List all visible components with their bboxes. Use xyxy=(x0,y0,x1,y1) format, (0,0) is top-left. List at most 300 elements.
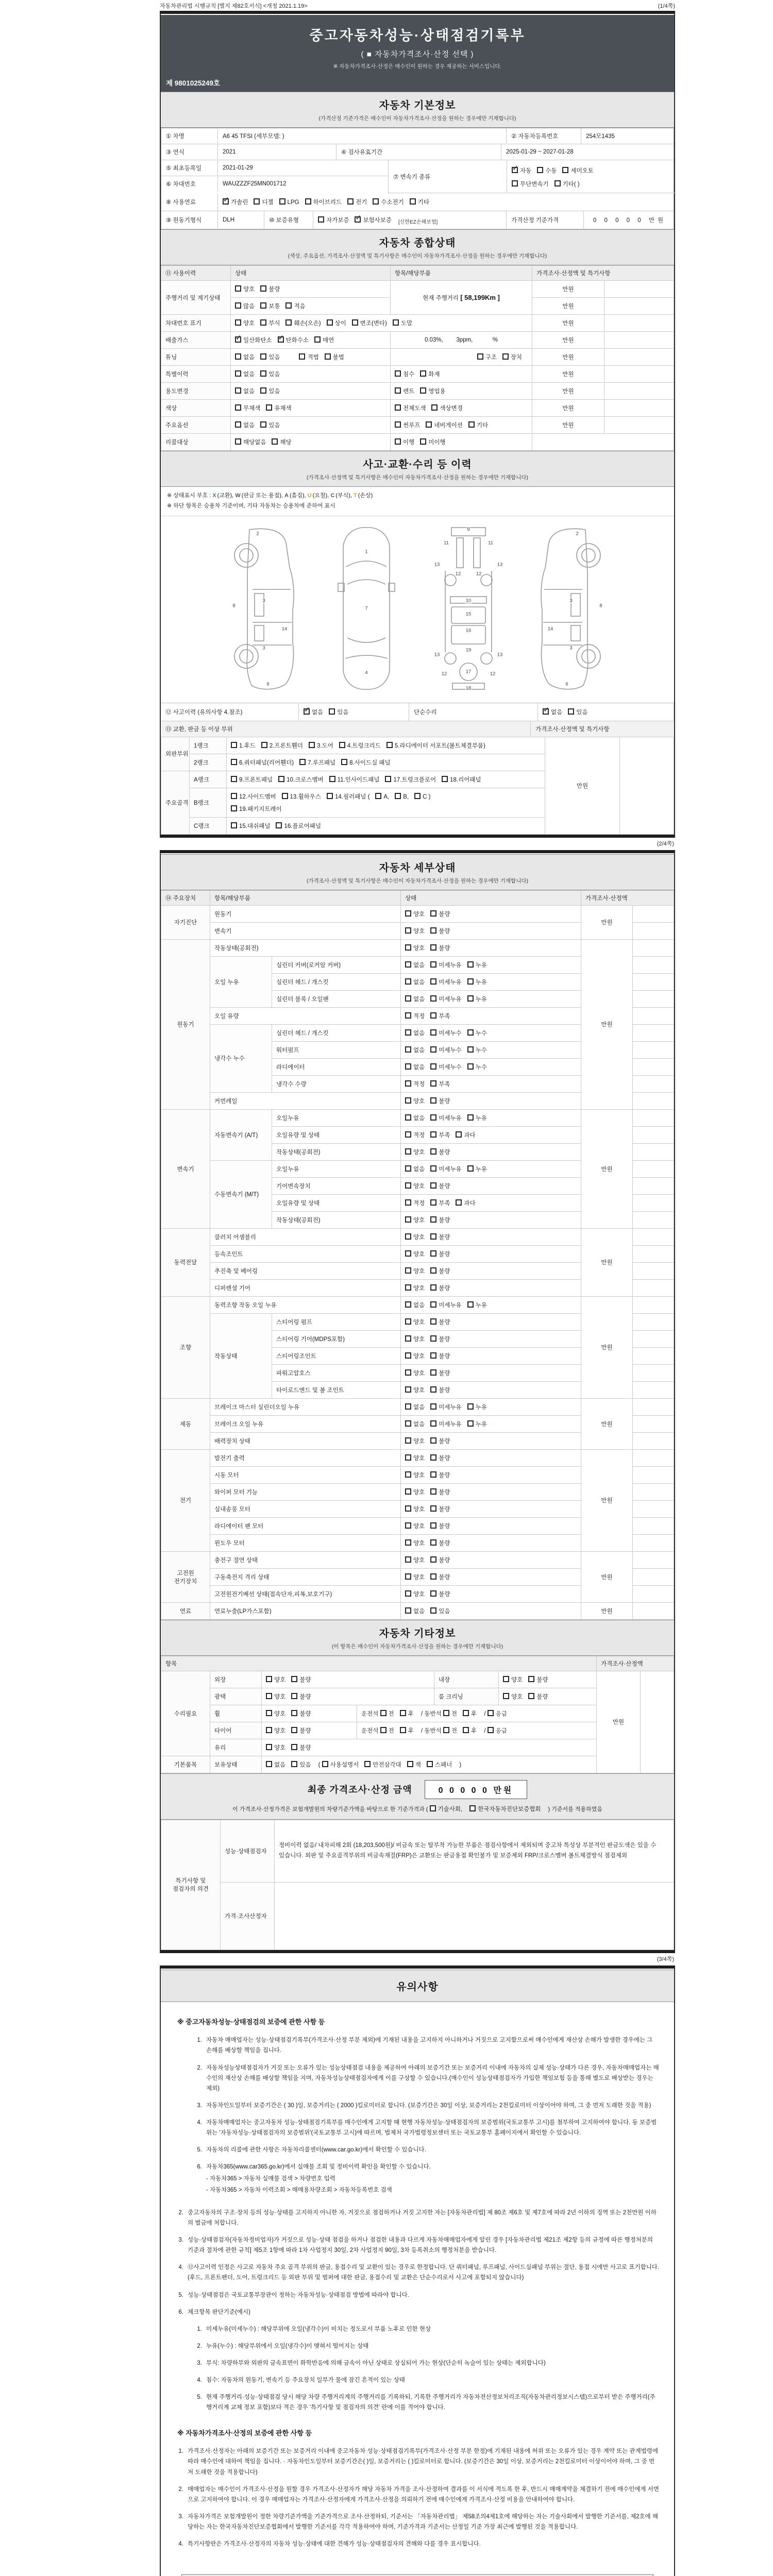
checkbox-icon[interactable] xyxy=(347,198,354,205)
checkbox-icon[interactable] xyxy=(430,1488,436,1495)
checkbox-option[interactable] xyxy=(467,961,487,969)
checkbox-icon[interactable] xyxy=(405,1335,411,1342)
checkbox-icon[interactable] xyxy=(456,1199,462,1206)
checkbox-option[interactable] xyxy=(341,758,390,767)
checkbox-icon[interactable] xyxy=(276,822,282,828)
checkbox-icon[interactable] xyxy=(430,1607,436,1614)
checkbox-icon[interactable] xyxy=(395,421,401,428)
checkbox-icon[interactable] xyxy=(405,1250,411,1257)
checkbox-option[interactable] xyxy=(427,1760,452,1769)
checkbox-option[interactable] xyxy=(395,370,414,378)
checkbox-icon[interactable] xyxy=(407,1761,413,1767)
checkbox-icon[interactable] xyxy=(463,1727,469,1733)
checkbox-option[interactable] xyxy=(309,741,333,750)
note-cell[interactable] xyxy=(633,956,674,973)
checkbox-option[interactable] xyxy=(235,438,266,446)
checkbox-option[interactable] xyxy=(562,166,593,175)
checkbox-icon[interactable] xyxy=(266,1693,272,1699)
checkbox-option[interactable] xyxy=(235,387,255,395)
checkbox-option[interactable] xyxy=(463,1709,477,1718)
checkbox-option[interactable] xyxy=(405,1182,425,1190)
checkbox-checked-icon[interactable] xyxy=(278,336,284,343)
checkbox-option[interactable] xyxy=(430,1573,450,1581)
checkbox-icon[interactable] xyxy=(430,1454,436,1461)
checkbox-option[interactable] xyxy=(405,1012,425,1020)
checkbox-option[interactable] xyxy=(235,302,255,310)
checkbox-option[interactable] xyxy=(528,1675,548,1684)
note-cell[interactable] xyxy=(633,1466,674,1483)
checkbox-icon[interactable] xyxy=(400,1727,406,1733)
checkbox-option[interactable] xyxy=(231,758,294,767)
checkbox-option[interactable] xyxy=(405,910,425,918)
checkbox-option[interactable] xyxy=(405,978,425,986)
checkbox-icon[interactable] xyxy=(405,1505,411,1512)
checkbox-option[interactable] xyxy=(502,353,522,361)
checkbox-icon[interactable] xyxy=(260,370,266,377)
checkbox-icon[interactable] xyxy=(380,1727,386,1733)
checkbox-icon[interactable] xyxy=(430,1114,436,1121)
checkbox-checked-icon[interactable] xyxy=(512,167,518,173)
checkbox-icon[interactable] xyxy=(467,1046,474,1053)
checkbox-icon[interactable] xyxy=(405,1097,411,1104)
checkbox-icon[interactable] xyxy=(405,1063,411,1070)
checkbox-option[interactable] xyxy=(405,1046,425,1054)
note-cell[interactable] xyxy=(633,1364,674,1381)
checkbox-option[interactable] xyxy=(456,1199,475,1207)
checkbox-option[interactable] xyxy=(266,1675,285,1684)
checkbox-icon[interactable] xyxy=(405,1148,411,1155)
checkbox-icon[interactable] xyxy=(430,1182,436,1189)
checkbox-option[interactable] xyxy=(405,1539,425,1547)
checkbox-icon[interactable] xyxy=(291,1693,297,1699)
checkbox-option[interactable] xyxy=(223,198,248,206)
checkbox-option[interactable] xyxy=(420,370,440,378)
checkbox-option[interactable] xyxy=(405,1301,425,1309)
checkbox-icon[interactable] xyxy=(405,1029,411,1036)
checkbox-option[interactable] xyxy=(420,438,445,446)
checkbox-icon[interactable] xyxy=(420,438,426,445)
checkbox-icon[interactable] xyxy=(405,1386,411,1393)
checkbox-icon[interactable] xyxy=(282,793,288,799)
checkbox-icon[interactable] xyxy=(305,198,311,205)
checkbox-option[interactable] xyxy=(314,336,334,344)
checkbox-option[interactable] xyxy=(235,404,260,412)
checkbox-icon[interactable] xyxy=(266,1761,272,1767)
checkbox-option[interactable] xyxy=(231,775,273,784)
checkbox-option[interactable] xyxy=(430,1488,450,1496)
checkbox-icon[interactable] xyxy=(430,1590,436,1597)
checkbox-icon[interactable] xyxy=(430,1539,436,1546)
note-cell[interactable] xyxy=(604,349,674,366)
checkbox-icon[interactable] xyxy=(430,1403,436,1410)
checkbox-option[interactable] xyxy=(405,944,425,952)
checkbox-icon[interactable] xyxy=(430,1165,436,1172)
checkbox-option[interactable] xyxy=(430,1080,450,1088)
checkbox-icon[interactable] xyxy=(373,198,379,205)
checkbox-icon[interactable] xyxy=(364,1761,371,1767)
checkbox-icon[interactable] xyxy=(266,1710,272,1716)
checkbox-option[interactable] xyxy=(405,1029,425,1037)
checkbox-option[interactable] xyxy=(405,1199,425,1207)
checkbox-icon[interactable] xyxy=(488,1727,494,1733)
checkbox-icon[interactable] xyxy=(405,1590,411,1597)
checkbox-option[interactable] xyxy=(405,1335,425,1343)
checkbox-option[interactable] xyxy=(405,1216,425,1224)
note-cell[interactable] xyxy=(633,1296,674,1313)
checkbox-icon[interactable] xyxy=(254,198,260,205)
checkbox-icon[interactable] xyxy=(405,1573,411,1580)
checkbox-icon[interactable] xyxy=(380,1710,386,1716)
checkbox-icon[interactable] xyxy=(430,1369,436,1376)
checkbox-icon[interactable] xyxy=(430,1386,436,1393)
checkbox-icon[interactable] xyxy=(467,1114,474,1121)
checkbox-option[interactable] xyxy=(266,1709,285,1718)
checkbox-option[interactable] xyxy=(266,1726,285,1735)
checkbox-icon[interactable] xyxy=(405,1216,411,1223)
checkbox-icon[interactable] xyxy=(352,319,358,326)
checkbox-icon[interactable] xyxy=(420,387,426,394)
checkbox-option[interactable] xyxy=(339,741,381,750)
checkbox-icon[interactable] xyxy=(430,1471,436,1478)
checkbox-option[interactable] xyxy=(385,775,436,784)
checkbox-icon[interactable] xyxy=(400,1710,406,1716)
checkbox-option[interactable] xyxy=(405,961,425,969)
checkbox-option[interactable] xyxy=(430,1607,450,1615)
checkbox-option[interactable] xyxy=(405,1165,425,1173)
note-cell[interactable] xyxy=(633,1415,674,1432)
note-cell[interactable] xyxy=(604,366,674,383)
checkbox-icon[interactable] xyxy=(285,302,292,309)
checkbox-icon[interactable] xyxy=(467,995,474,1002)
note-cell[interactable] xyxy=(633,1262,674,1279)
checkbox-icon[interactable] xyxy=(405,1233,411,1240)
checkbox-icon[interactable] xyxy=(405,1165,411,1172)
checkbox-option[interactable] xyxy=(410,198,429,206)
checkbox-option[interactable] xyxy=(430,1318,450,1326)
note-cell[interactable] xyxy=(633,1602,674,1619)
checkbox-option[interactable] xyxy=(430,1471,450,1479)
checkbox-option[interactable] xyxy=(430,1046,461,1054)
checkbox-option[interactable] xyxy=(282,792,321,801)
checkbox-option[interactable] xyxy=(443,1709,457,1718)
checkbox-option[interactable] xyxy=(431,404,462,412)
checkbox-icon[interactable] xyxy=(430,1267,436,1274)
checkbox-icon[interactable] xyxy=(266,1744,272,1750)
checkbox-icon[interactable] xyxy=(266,404,272,411)
checkbox-option[interactable] xyxy=(272,438,291,446)
checkbox-option[interactable] xyxy=(488,1726,507,1735)
note-cell[interactable] xyxy=(633,1092,674,1109)
checkbox-option[interactable] xyxy=(430,1403,461,1411)
checkbox-icon[interactable] xyxy=(260,319,266,326)
rank-note-cell[interactable] xyxy=(620,737,674,834)
checkbox-icon[interactable] xyxy=(568,708,574,715)
checkbox-icon[interactable] xyxy=(405,1012,411,1019)
note-cell[interactable] xyxy=(633,1194,674,1211)
checkbox-option[interactable] xyxy=(305,198,342,206)
checkbox-option[interactable] xyxy=(279,198,299,206)
checkbox-option[interactable] xyxy=(260,421,280,429)
checkbox-icon[interactable] xyxy=(469,1805,476,1811)
checkbox-option[interactable] xyxy=(467,995,487,1003)
checkbox-icon[interactable] xyxy=(395,793,401,799)
checkbox-icon[interactable] xyxy=(231,822,237,828)
checkbox-icon[interactable] xyxy=(278,776,284,782)
checkbox-icon[interactable] xyxy=(325,353,331,360)
checkbox-option[interactable] xyxy=(405,1114,425,1122)
checkbox-icon[interactable] xyxy=(528,1676,534,1682)
checkbox-icon[interactable] xyxy=(537,167,543,173)
checkbox-option[interactable] xyxy=(231,805,282,813)
checkbox-option[interactable] xyxy=(266,1743,285,1752)
checkbox-option[interactable] xyxy=(260,370,280,378)
checkbox-option[interactable] xyxy=(405,1607,425,1615)
checkbox-option[interactable] xyxy=(414,793,430,800)
note-cell[interactable] xyxy=(633,1313,674,1330)
checkbox-option[interactable] xyxy=(355,216,392,224)
checkbox-option[interactable] xyxy=(467,978,487,986)
checkbox-icon[interactable] xyxy=(235,302,241,309)
checkbox-option[interactable] xyxy=(254,198,273,206)
checkbox-icon[interactable] xyxy=(405,995,411,1002)
checkbox-option[interactable] xyxy=(430,1805,463,1813)
checkbox-icon[interactable] xyxy=(405,910,411,917)
note-cell[interactable] xyxy=(633,1500,674,1517)
checkbox-icon[interactable] xyxy=(231,759,237,765)
checkbox-icon[interactable] xyxy=(431,404,438,411)
checkbox-icon[interactable] xyxy=(235,285,241,292)
checkbox-option[interactable] xyxy=(405,1148,425,1156)
note-cell[interactable] xyxy=(604,298,674,315)
checkbox-option[interactable] xyxy=(430,1505,450,1513)
checkbox-icon[interactable] xyxy=(329,776,335,782)
checkbox-option[interactable] xyxy=(503,1692,523,1701)
checkbox-option[interactable] xyxy=(430,1199,450,1207)
checkbox-icon[interactable] xyxy=(309,742,315,748)
checkbox-icon[interactable] xyxy=(430,1029,436,1036)
checkbox-option[interactable] xyxy=(430,1522,450,1530)
checkbox-option[interactable] xyxy=(329,708,348,716)
checkbox-option[interactable] xyxy=(405,1573,425,1581)
note-cell[interactable] xyxy=(633,1347,674,1364)
checkbox-option[interactable] xyxy=(261,741,303,750)
checkbox-checked-icon[interactable] xyxy=(235,336,241,343)
checkbox-option[interactable] xyxy=(291,1675,311,1684)
note-cell[interactable] xyxy=(633,1177,674,1194)
checkbox-icon[interactable] xyxy=(279,198,285,205)
checkbox-icon[interactable] xyxy=(456,1131,462,1138)
checkbox-option[interactable] xyxy=(285,302,305,310)
checkbox-option[interactable] xyxy=(299,758,335,767)
checkbox-icon[interactable] xyxy=(385,776,391,782)
checkbox-option[interactable] xyxy=(467,1165,487,1173)
checkbox-icon[interactable] xyxy=(405,1318,411,1325)
checkbox-option[interactable] xyxy=(235,421,255,429)
checkbox-icon[interactable] xyxy=(467,1063,474,1070)
checkbox-icon[interactable] xyxy=(405,1199,411,1206)
checkbox-icon[interactable] xyxy=(503,1693,509,1699)
checkbox-option[interactable] xyxy=(430,1250,450,1258)
checkbox-icon[interactable] xyxy=(405,944,411,951)
checkbox-option[interactable] xyxy=(467,1063,487,1071)
checkbox-option[interactable] xyxy=(430,1165,461,1173)
checkbox-icon[interactable] xyxy=(442,776,448,782)
checkbox-icon[interactable] xyxy=(260,353,266,360)
note-cell[interactable] xyxy=(633,1007,674,1024)
checkbox-option[interactable] xyxy=(430,1454,450,1462)
note-cell[interactable] xyxy=(633,990,674,1007)
appraiser-opinion-text[interactable] xyxy=(275,1882,674,1950)
checkbox-option[interactable] xyxy=(430,1420,461,1428)
checkbox-icon[interactable] xyxy=(420,370,426,377)
checkbox-icon[interactable] xyxy=(291,1710,297,1716)
checkbox-option[interactable] xyxy=(426,421,463,429)
checkbox-icon[interactable] xyxy=(430,1437,436,1444)
checkbox-option[interactable] xyxy=(430,944,450,952)
checkbox-option[interactable] xyxy=(327,319,346,327)
checkbox-icon[interactable] xyxy=(405,1454,411,1461)
checkbox-option[interactable] xyxy=(405,1556,425,1564)
checkbox-checked-icon[interactable] xyxy=(223,198,229,205)
checkbox-option[interactable] xyxy=(405,1097,425,1105)
checkbox-icon[interactable] xyxy=(405,1080,411,1087)
checkbox-option[interactable] xyxy=(266,1760,285,1769)
checkbox-icon[interactable] xyxy=(235,370,241,377)
checkbox-icon[interactable] xyxy=(430,995,436,1002)
checkbox-icon[interactable] xyxy=(266,1727,272,1733)
checkbox-option[interactable] xyxy=(322,1760,359,1769)
checkbox-icon[interactable] xyxy=(272,438,278,445)
checkbox-option[interactable] xyxy=(405,1063,425,1071)
note-cell[interactable] xyxy=(633,1126,674,1143)
checkbox-option[interactable] xyxy=(395,404,426,412)
checkbox-icon[interactable] xyxy=(405,1352,411,1359)
checkbox-icon[interactable] xyxy=(260,387,266,394)
checkbox-icon[interactable] xyxy=(405,1182,411,1189)
checkbox-icon[interactable] xyxy=(405,1267,411,1274)
checkbox-option[interactable] xyxy=(260,302,280,310)
checkbox-option[interactable] xyxy=(278,336,309,344)
checkbox-icon[interactable] xyxy=(562,167,568,173)
checkbox-option[interactable] xyxy=(235,319,255,327)
checkbox-option[interactable] xyxy=(405,1386,425,1394)
checkbox-icon[interactable] xyxy=(299,759,306,765)
checkbox-option[interactable] xyxy=(291,1692,311,1701)
checkbox-option[interactable] xyxy=(477,353,497,361)
checkbox-option[interactable] xyxy=(430,1267,450,1275)
checkbox-option[interactable] xyxy=(430,1386,450,1394)
checkbox-option[interactable] xyxy=(405,1318,425,1326)
checkbox-icon[interactable] xyxy=(410,198,416,205)
checkbox-option[interactable] xyxy=(554,180,580,188)
checkbox-icon[interactable] xyxy=(467,978,474,985)
checkbox-option[interactable] xyxy=(400,1726,414,1735)
checkbox-option[interactable] xyxy=(405,1284,425,1292)
checkbox-icon[interactable] xyxy=(405,1471,411,1478)
checkbox-icon[interactable] xyxy=(430,1250,436,1257)
checkbox-icon[interactable] xyxy=(430,1573,436,1580)
checkbox-icon[interactable] xyxy=(503,1676,509,1682)
checkbox-option[interactable] xyxy=(405,995,425,1003)
checkbox-icon[interactable] xyxy=(314,336,321,343)
other-note-cell[interactable] xyxy=(641,1671,674,1773)
checkbox-icon[interactable] xyxy=(405,978,411,985)
note-cell[interactable] xyxy=(633,1568,674,1585)
checkbox-icon[interactable] xyxy=(405,1437,411,1444)
checkbox-option[interactable] xyxy=(430,1114,461,1122)
note-cell[interactable] xyxy=(633,1041,674,1058)
note-cell[interactable] xyxy=(604,400,674,417)
checkbox-option[interactable] xyxy=(430,1369,450,1377)
checkbox-icon[interactable] xyxy=(291,1744,297,1750)
checkbox-option[interactable] xyxy=(380,1709,394,1718)
checkbox-icon[interactable] xyxy=(318,216,324,223)
checkbox-icon[interactable] xyxy=(430,1046,436,1053)
checkbox-icon[interactable] xyxy=(430,961,436,968)
checkbox-icon[interactable] xyxy=(430,1352,436,1359)
checkbox-icon[interactable] xyxy=(430,1131,436,1138)
checkbox-icon[interactable] xyxy=(405,961,411,968)
checkbox-option[interactable] xyxy=(488,1709,507,1718)
checkbox-option[interactable] xyxy=(291,1743,311,1752)
checkbox-icon[interactable] xyxy=(430,1420,436,1427)
checkbox-option[interactable] xyxy=(285,319,321,327)
checkbox-option[interactable] xyxy=(380,1726,394,1735)
checkbox-option[interactable] xyxy=(393,319,412,327)
checkbox-option[interactable] xyxy=(318,216,349,224)
note-cell[interactable] xyxy=(633,939,674,956)
checkbox-option[interactable] xyxy=(299,353,318,361)
checkbox-icon[interactable] xyxy=(405,1539,411,1546)
checkbox-option[interactable] xyxy=(467,1114,487,1122)
checkbox-icon[interactable] xyxy=(430,1216,436,1223)
checkbox-icon[interactable] xyxy=(426,421,432,428)
note-cell[interactable] xyxy=(604,332,674,349)
checkbox-option[interactable] xyxy=(395,421,420,429)
checkbox-option[interactable] xyxy=(373,198,404,206)
checkbox-option[interactable] xyxy=(467,1403,487,1411)
checkbox-icon[interactable] xyxy=(430,1805,436,1811)
checkbox-option[interactable] xyxy=(420,387,445,395)
checkbox-icon[interactable] xyxy=(405,1420,411,1427)
checkbox-option[interactable] xyxy=(528,1692,548,1701)
checkbox-option[interactable] xyxy=(430,1097,450,1105)
checkbox-icon[interactable] xyxy=(443,1710,449,1716)
checkbox-icon[interactable] xyxy=(405,1607,411,1614)
checkbox-icon[interactable] xyxy=(231,742,237,748)
checkbox-icon[interactable] xyxy=(488,1710,494,1716)
checkbox-option[interactable] xyxy=(405,1131,425,1139)
checkbox-option[interactable] xyxy=(568,708,587,716)
checkbox-option[interactable] xyxy=(347,198,367,206)
checkbox-option[interactable] xyxy=(260,285,280,293)
checkbox-icon[interactable] xyxy=(430,1012,436,1019)
checkbox-icon[interactable] xyxy=(260,421,266,428)
checkbox-option[interactable] xyxy=(405,1454,425,1462)
checkbox-option[interactable] xyxy=(386,741,485,750)
checkbox-option[interactable] xyxy=(430,1131,450,1139)
note-cell[interactable] xyxy=(633,1160,674,1177)
checkbox-option[interactable] xyxy=(543,708,562,716)
note-cell[interactable] xyxy=(633,1534,674,1551)
checkbox-option[interactable] xyxy=(276,822,321,830)
checkbox-option[interactable] xyxy=(352,319,387,327)
checkbox-option[interactable] xyxy=(467,1029,487,1037)
checkbox-icon[interactable] xyxy=(322,1761,328,1767)
checkbox-icon[interactable] xyxy=(405,1301,411,1308)
checkbox-option[interactable] xyxy=(430,1063,461,1071)
checkbox-option[interactable] xyxy=(405,1233,425,1241)
